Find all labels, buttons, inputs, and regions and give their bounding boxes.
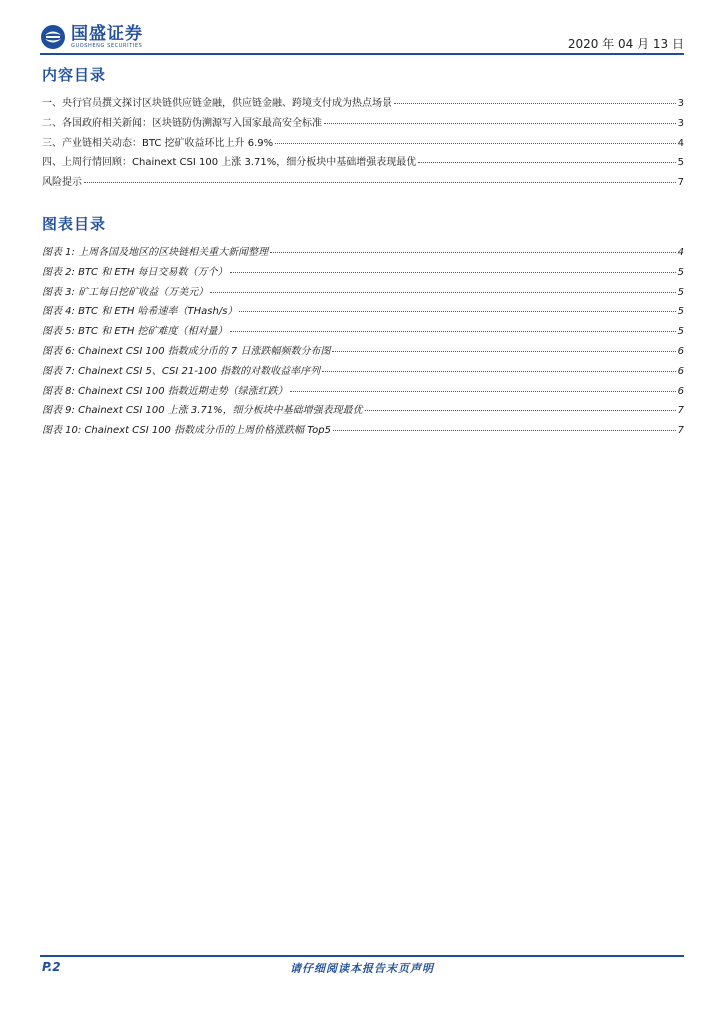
figure-entry[interactable] bbox=[42, 421, 684, 441]
dot-leader bbox=[270, 252, 676, 253]
dot-leader bbox=[322, 371, 676, 372]
dot-leader bbox=[365, 410, 676, 411]
figure-entry-text: 图表 7: Chainext CSI 5、CSI 21-100 指数的对数收益率序列 bbox=[42, 365, 321, 377]
figure-entry-page: 6 bbox=[677, 345, 684, 357]
header-divider bbox=[40, 53, 684, 55]
figure-entry-text: 图表 2: BTC 和 ETH 每日交易数（万个） bbox=[42, 266, 228, 278]
contents-entry[interactable] bbox=[42, 94, 684, 114]
footer-divider bbox=[40, 955, 684, 957]
guosheng-logo-icon bbox=[40, 24, 66, 50]
figure-entry-page: 4 bbox=[677, 247, 684, 258]
contents-entry-page: 3 bbox=[677, 117, 684, 129]
contents-entry-page: 5 bbox=[677, 157, 684, 169]
contents-entry[interactable] bbox=[42, 173, 684, 193]
dot-leader bbox=[230, 331, 676, 332]
figure-entry-text: 图表 4: BTC 和 ETH 哈希速率（THash/s） bbox=[42, 306, 238, 318]
contents-entry-page: 3 bbox=[677, 98, 684, 109]
logo-chinese-name: 国盛证券 bbox=[71, 23, 143, 44]
company-logo bbox=[40, 22, 143, 52]
dot-leader bbox=[332, 351, 675, 352]
figure-entry[interactable] bbox=[42, 362, 684, 382]
figure-entry-page: 6 bbox=[677, 385, 684, 397]
contents-entry-text: 二、各国政府相关新闻：区块链防伪溯源写入国家最高安全标准 bbox=[42, 117, 322, 129]
figure-entry[interactable] bbox=[42, 263, 684, 283]
figure-entry-page: 5 bbox=[677, 326, 684, 338]
dot-leader bbox=[290, 391, 676, 392]
contents-entry-page: 4 bbox=[677, 137, 684, 149]
contents-entry[interactable] bbox=[42, 153, 684, 173]
figure-entry[interactable] bbox=[42, 401, 684, 421]
figure-entry-page: 7 bbox=[677, 425, 684, 437]
dot-leader bbox=[333, 430, 676, 431]
figure-entry-text: 图表 6: Chainext CSI 100 指数成分币的 7 日涨跌幅频数分布图 bbox=[42, 345, 331, 357]
dot-leader bbox=[84, 182, 676, 183]
contents-list bbox=[42, 94, 684, 193]
dot-leader bbox=[394, 103, 676, 104]
figure-entry-page: 7 bbox=[677, 405, 684, 417]
dot-leader bbox=[418, 162, 675, 163]
page-header bbox=[40, 22, 684, 56]
report-date: 2020 年 04 月 13 日 bbox=[567, 37, 684, 51]
contents-entry-text: 风险提示 bbox=[42, 177, 82, 189]
figure-entry-page: 5 bbox=[677, 286, 684, 298]
page-number: P.2 bbox=[42, 960, 61, 974]
disclaimer-note: 请仔细阅读本报告末页声明 bbox=[290, 962, 434, 975]
contents-entry-text: 四、上周行情回顾：Chainext CSI 100 上涨 3.71%，细分板块中基础增强表现最优 bbox=[42, 157, 417, 169]
contents-title: 内容目录 bbox=[42, 66, 107, 84]
figure-entry[interactable] bbox=[42, 302, 684, 322]
figure-entry-text: 图表 3: 矿工每日挖矿收益（万美元） bbox=[42, 286, 209, 298]
figure-entry-text: 图表 9: Chainext CSI 100 上涨 3.71%，细分板块中基础增强表现最优 bbox=[42, 405, 363, 417]
dot-leader bbox=[324, 123, 676, 124]
contents-entry[interactable] bbox=[42, 114, 684, 134]
figure-entry-text: 图表 5: BTC 和 ETH 挖矿难度（相对量） bbox=[42, 326, 228, 338]
figure-entry-text: 图表 1: 上周各国及地区的区块链相关重大新闻整理 bbox=[42, 247, 269, 258]
figure-entry[interactable] bbox=[42, 322, 684, 342]
figure-entry-page: 5 bbox=[677, 266, 684, 278]
logo-english-name: GUOSHENG SECURITIES bbox=[71, 42, 143, 49]
contents-entry-text: 三、产业链相关动态：BTC 挖矿收益环比上升 6.9% bbox=[42, 137, 274, 149]
figure-entry-text: 图表 8: Chainext CSI 100 指数近期走势（绿涨红跌） bbox=[42, 385, 288, 397]
dot-leader bbox=[210, 292, 676, 293]
contents-entry[interactable] bbox=[42, 134, 684, 154]
figure-entry[interactable] bbox=[42, 342, 684, 362]
figures-list bbox=[42, 243, 684, 441]
dot-leader bbox=[275, 143, 675, 144]
dot-leader bbox=[230, 272, 676, 273]
figure-entry-text: 图表 10: Chainext CSI 100 指数成分币的上周价格涨跌幅 Top5 bbox=[42, 425, 331, 437]
figure-entry[interactable] bbox=[42, 243, 684, 263]
contents-entry-page: 7 bbox=[677, 177, 684, 189]
figure-entry[interactable] bbox=[42, 283, 684, 303]
figure-entry[interactable] bbox=[42, 382, 684, 402]
figure-entry-page: 6 bbox=[677, 365, 684, 377]
figure-entry-page: 5 bbox=[677, 306, 684, 318]
dot-leader bbox=[239, 311, 675, 312]
contents-entry-text: 一、央行官员撰文探讨区块链供应链金融，供应链金融、跨境支付成为热点场景 bbox=[42, 98, 392, 109]
figures-title: 图表目录 bbox=[42, 215, 107, 233]
